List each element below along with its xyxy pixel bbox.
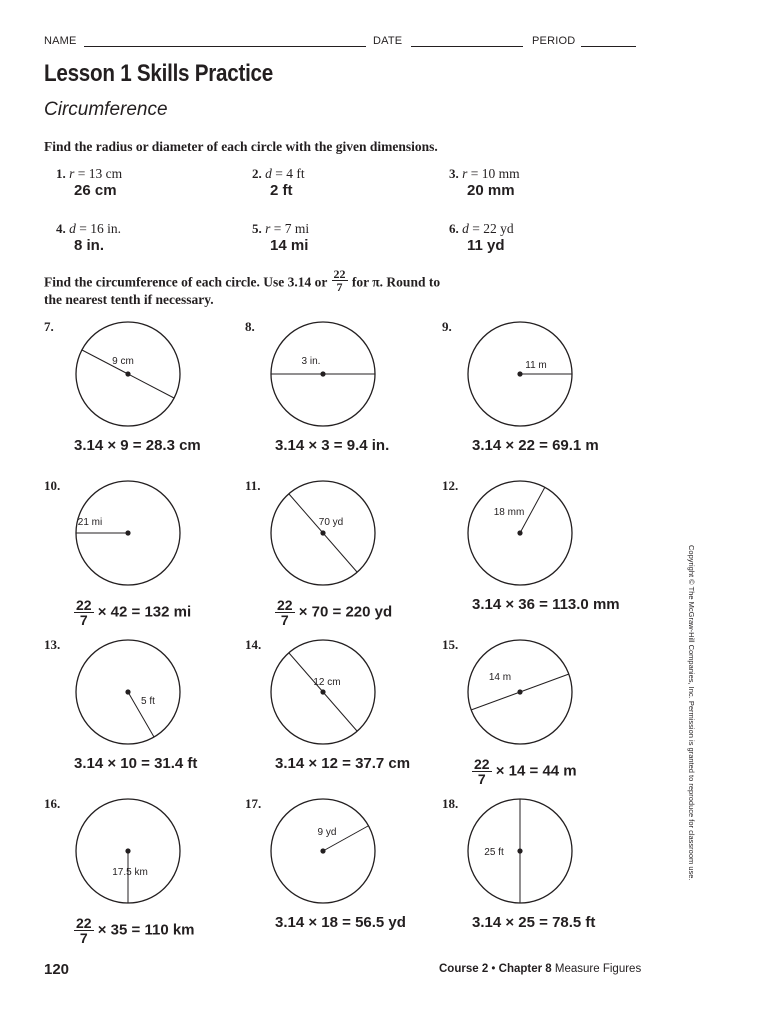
variable: r bbox=[265, 221, 271, 236]
problem-9-answer: 3.14 × 22 = 69.1 m bbox=[472, 437, 599, 454]
problem-6-answer: 11 yd bbox=[467, 237, 505, 254]
problem-3-answer: 20 mm bbox=[467, 182, 515, 199]
problem-12-answer: 3.14 × 36 = 113.0 mm bbox=[472, 596, 620, 613]
problem-12-circle-figure bbox=[455, 475, 585, 591]
problem-10-circle-figure bbox=[63, 475, 193, 591]
problem-7-number: 7. bbox=[44, 319, 54, 334]
measurement-label: 9 cm bbox=[112, 356, 134, 367]
section1-instruction: Find the radius or diameter of each circle with the given dimensions. bbox=[44, 139, 438, 154]
problem-15-answer bbox=[472, 757, 577, 786]
problem-4-answer: 8 in. bbox=[74, 237, 105, 254]
fraction-numerator: 22 bbox=[277, 597, 293, 613]
measurement-label: 5 ft bbox=[141, 696, 155, 707]
footer-course bbox=[439, 963, 641, 975]
problem-18-answer: 3.14 × 25 = 78.5 ft bbox=[472, 914, 596, 931]
center-dot bbox=[125, 848, 130, 853]
measurement-label: 11 m bbox=[525, 360, 547, 371]
problem-16-number: 16. bbox=[44, 796, 61, 811]
problem-number: 3. bbox=[449, 166, 459, 181]
center-dot bbox=[320, 371, 325, 376]
problem-17-circle-figure bbox=[258, 793, 388, 909]
center-dot bbox=[125, 371, 130, 376]
fraction-denominator: 7 bbox=[280, 612, 289, 628]
answer-text: × 14 = 44 m bbox=[495, 762, 577, 780]
center-dot bbox=[517, 371, 522, 376]
problem-1-answer: 26 cm bbox=[74, 182, 117, 199]
problem-5-answer: 14 mi bbox=[270, 237, 309, 254]
problem-2-answer: 2 ft bbox=[270, 182, 293, 199]
problem-18-number: 18. bbox=[442, 796, 459, 811]
problem-3-given bbox=[449, 166, 520, 182]
fraction-denominator: 7 bbox=[79, 612, 88, 628]
measurement-label: 21 mi bbox=[77, 517, 103, 528]
center-dot bbox=[517, 848, 522, 853]
given-value: = 7 mi bbox=[270, 221, 310, 236]
problem-17-answer: 3.14 × 18 = 56.5 yd bbox=[275, 914, 406, 931]
side-copyright bbox=[685, 545, 697, 885]
answer-text: × 35 = 110 km bbox=[97, 921, 195, 939]
period-line bbox=[581, 46, 636, 47]
center-dot bbox=[320, 530, 325, 535]
problem-8-answer: 3.14 × 3 = 9.4 in. bbox=[275, 437, 390, 454]
problem-13-number: 13. bbox=[44, 637, 61, 652]
center-dot bbox=[320, 689, 325, 694]
problem-10-answer bbox=[74, 598, 191, 627]
section2-instruction-c: the nearest tenth if necessary. bbox=[44, 292, 214, 307]
fraction-denominator: 7 bbox=[477, 771, 486, 787]
page-subtitle: Circumference bbox=[44, 99, 168, 120]
center-dot bbox=[125, 530, 130, 535]
problem-1-given bbox=[56, 166, 122, 182]
problem-number: 5. bbox=[252, 221, 262, 236]
variable: r bbox=[462, 166, 468, 181]
center-dot bbox=[125, 689, 130, 694]
answer-fraction bbox=[472, 757, 492, 786]
measurement-label: 18 mm bbox=[493, 507, 525, 518]
problem-15-circle-figure bbox=[455, 634, 585, 750]
measurement-label: 70 yd bbox=[318, 517, 344, 528]
center-dot bbox=[320, 848, 325, 853]
problem-16-answer bbox=[74, 916, 195, 945]
problem-6-given bbox=[449, 221, 514, 237]
problem-4-given bbox=[56, 221, 121, 237]
given-value: = 13 cm bbox=[74, 166, 123, 181]
problem-7-answer: 3.14 × 9 = 28.3 cm bbox=[74, 437, 201, 454]
problem-15-number: 15. bbox=[442, 637, 459, 652]
fraction-denominator: 7 bbox=[79, 930, 88, 946]
variable: d bbox=[265, 166, 272, 181]
answer-fraction bbox=[275, 598, 295, 627]
footer-chapter: Chapter 8 bbox=[498, 963, 552, 975]
fraction-numerator: 22 bbox=[76, 915, 92, 931]
measurement-label: 25 ft bbox=[484, 847, 504, 858]
problem-8-circle-figure bbox=[258, 316, 388, 432]
footer-bullet: • bbox=[491, 963, 496, 975]
given-value: = 10 mm bbox=[467, 166, 520, 181]
date-line bbox=[411, 46, 523, 47]
section2-instruction bbox=[44, 267, 441, 294]
given-value: = 4 ft bbox=[271, 166, 305, 181]
period-label: PERIOD bbox=[532, 35, 576, 47]
fraction-numerator: 22 bbox=[333, 267, 346, 281]
problem-5-given bbox=[252, 221, 309, 237]
section2-fraction bbox=[332, 268, 348, 293]
problem-16-circle-figure bbox=[63, 793, 193, 909]
name-line bbox=[84, 46, 366, 47]
page-number: 120 bbox=[44, 961, 70, 978]
problem-number: 2. bbox=[252, 166, 262, 181]
measurement-label: 9 yd bbox=[317, 827, 337, 838]
problem-9-circle-figure bbox=[455, 316, 585, 432]
problem-11-answer bbox=[275, 598, 392, 627]
measurement-label: 3 in. bbox=[301, 356, 321, 367]
problem-9-number: 9. bbox=[442, 319, 452, 334]
answer-text: × 42 = 132 mi bbox=[97, 603, 192, 621]
variable: d bbox=[69, 221, 76, 236]
problem-18-circle-figure bbox=[455, 793, 585, 909]
problem-17-number: 17. bbox=[245, 796, 262, 811]
problem-11-circle-figure bbox=[258, 475, 388, 591]
section2-instruction-a: Find the circumference of each circle. Use 3.14 or bbox=[44, 274, 328, 290]
variable: r bbox=[69, 166, 75, 181]
problem-14-circle-figure bbox=[258, 634, 388, 750]
problem-14-answer: 3.14 × 12 = 37.7 cm bbox=[275, 755, 411, 772]
problem-14-number: 14. bbox=[245, 637, 262, 652]
problem-number: 1. bbox=[56, 166, 66, 181]
problem-number: 4. bbox=[56, 221, 66, 236]
problem-11-number: 11. bbox=[245, 478, 261, 493]
page-title: Lesson 1 Skills Practice bbox=[44, 60, 274, 87]
problem-12-number: 12. bbox=[442, 478, 459, 493]
center-dot bbox=[517, 689, 522, 694]
problem-7-circle-figure bbox=[63, 316, 193, 432]
variable: d bbox=[462, 221, 469, 236]
name-label: NAME bbox=[44, 35, 77, 47]
answer-fraction bbox=[74, 916, 94, 945]
problem-13-circle-figure bbox=[63, 634, 193, 750]
section2-instruction-b: for π. Round to bbox=[351, 274, 441, 290]
measurement-label: 14 m bbox=[488, 672, 512, 683]
answer-fraction bbox=[74, 598, 94, 627]
measurement-label: 12 cm bbox=[313, 677, 341, 688]
problem-13-answer: 3.14 × 10 = 31.4 ft bbox=[74, 755, 198, 772]
problem-8-number: 8. bbox=[245, 319, 255, 334]
given-value: = 16 in. bbox=[75, 221, 121, 236]
footer-chapter-title: Measure Figures bbox=[554, 963, 642, 975]
center-dot bbox=[517, 530, 522, 535]
fraction-numerator: 22 bbox=[76, 597, 92, 613]
problem-10-number: 10. bbox=[44, 478, 61, 493]
footer-course-name: Course 2 bbox=[439, 963, 489, 975]
answer-text: × 70 = 220 yd bbox=[298, 603, 393, 621]
side-copyright-text: Copyright © The McGraw-Hill Companies, Inc. Permission is granted to reproduce for classroom use. bbox=[687, 545, 696, 881]
problem-2-given bbox=[252, 166, 305, 182]
date-label: DATE bbox=[373, 35, 403, 47]
given-value: = 22 yd bbox=[468, 221, 514, 236]
fraction-numerator: 22 bbox=[474, 756, 490, 772]
problem-number: 6. bbox=[449, 221, 459, 236]
measurement-label: 17.5 km bbox=[112, 867, 148, 878]
fraction-denominator: 7 bbox=[336, 280, 343, 294]
